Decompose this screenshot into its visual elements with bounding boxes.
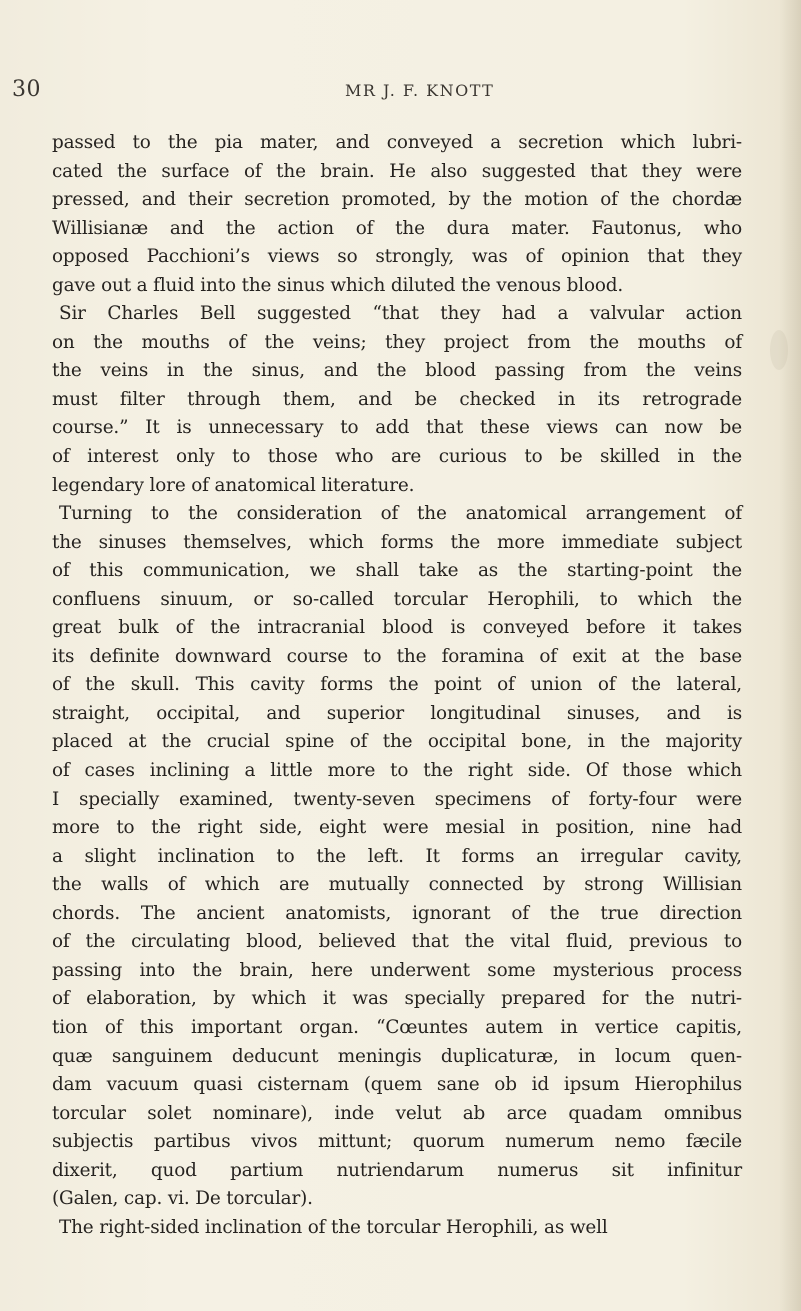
text-line: passing into the brain, here underwent some mysterious process [52, 959, 742, 981]
text-line: its definite downward course to the foramina of exit at the base [52, 645, 742, 667]
text-line: subjectis partibus vivos mittunt; quorum numerum nemo fæcile [52, 1131, 742, 1153]
text-line: of this communication, we shall take as the starting-point the [52, 560, 742, 582]
text-line: tion of this important organ. “Cœuntes autem in vertice capitis, [52, 1016, 742, 1038]
text-line: the veins in the sinus, and the blood passing from the veins [52, 360, 742, 382]
text-line: The right-sided inclination of the torcular Herophili, as well [59, 1216, 608, 1238]
page-edge-shadow [779, 0, 801, 1311]
text-line: (Galen, cap. vi. De torcular). [52, 1188, 313, 1210]
text-line: cated the surface of the brain. He also suggested that they were [52, 160, 742, 182]
page-number: 30 [12, 77, 41, 102]
running-head: MR J. F. KNOTT [345, 81, 495, 100]
text-line: confluens sinuum, or so-called torcular Herophili, to which the [52, 588, 742, 610]
text-line: dam vacuum quasi cisternam (quem sane ob id ipsum Hierophilus [52, 1074, 742, 1096]
text-line: opposed Pacchioni’s views so strongly, was of opinion that they [52, 246, 742, 268]
text-line: legendary lore of anatomical literature. [52, 474, 415, 496]
text-line: of interest only to those who are curious to be skilled in the [52, 446, 742, 468]
text-line: must filter through them, and be checked in its retrograde [52, 388, 742, 410]
text-line: dixerit, quod partium nutriendarum numerus sit infinitur [52, 1159, 742, 1181]
text-line: on the mouths of the veins; they project from the mouths of [52, 331, 742, 353]
text-line: of cases inclining a little more to the right side. Of those which [52, 760, 742, 782]
text-line: of the circulating blood, believed that the vital fluid, previous to [52, 931, 742, 953]
text-line: the walls of which are mutually connected by strong Willisian [52, 874, 742, 896]
text-line: more to the right side, eight were mesial in position, nine had [52, 817, 742, 839]
text-line: passed to the pia mater, and conveyed a secretion which lubri- [52, 132, 742, 153]
text-line: a slight inclination to the left. It forms an irregular cavity, [52, 845, 742, 867]
text-line: Willisianæ and the action of the dura mater. Fautonus, who [52, 217, 742, 239]
text-line: course.” It is unnecessary to add that these views can now be [52, 417, 742, 439]
text-line: placed at the crucial spine of the occipital bone, in the majority [52, 731, 742, 753]
text-line: pressed, and their secretion promoted, by the motion of the chordæ [52, 189, 742, 211]
paper-stain [770, 330, 788, 370]
text-line: chords. The ancient anatomists, ignorant of the true direction [52, 902, 742, 924]
text-line: torcular solet nominare), inde velut ab arce quadam omnibus [52, 1102, 742, 1124]
text-line: quæ sanguinem deducunt meningis duplicaturæ, in locum quen- [52, 1045, 742, 1067]
text-line: the sinuses themselves, which forms the more immediate subject [52, 531, 742, 553]
body-text [52, 129, 752, 1242]
text-line: Turning to the consideration of the anatomical arrangement of [59, 503, 742, 525]
text-line: of elaboration, by which it was specially prepared for the nutri- [52, 988, 742, 1010]
text-line: I specially examined, twenty-seven specimens of forty-four were [52, 788, 742, 810]
text-line: of the skull. This cavity forms the point of union of the lateral, [52, 674, 742, 696]
text-line: gave out a fluid into the sinus which diluted the venous blood. [52, 274, 624, 296]
text-line: straight, occipital, and superior longitudinal sinuses, and is [52, 702, 742, 724]
text-line: Sir Charles Bell suggested “that they had a valvular action [59, 303, 742, 325]
page-header [0, 77, 801, 107]
text-line: great bulk of the intracranial blood is conveyed before it takes [52, 617, 742, 639]
